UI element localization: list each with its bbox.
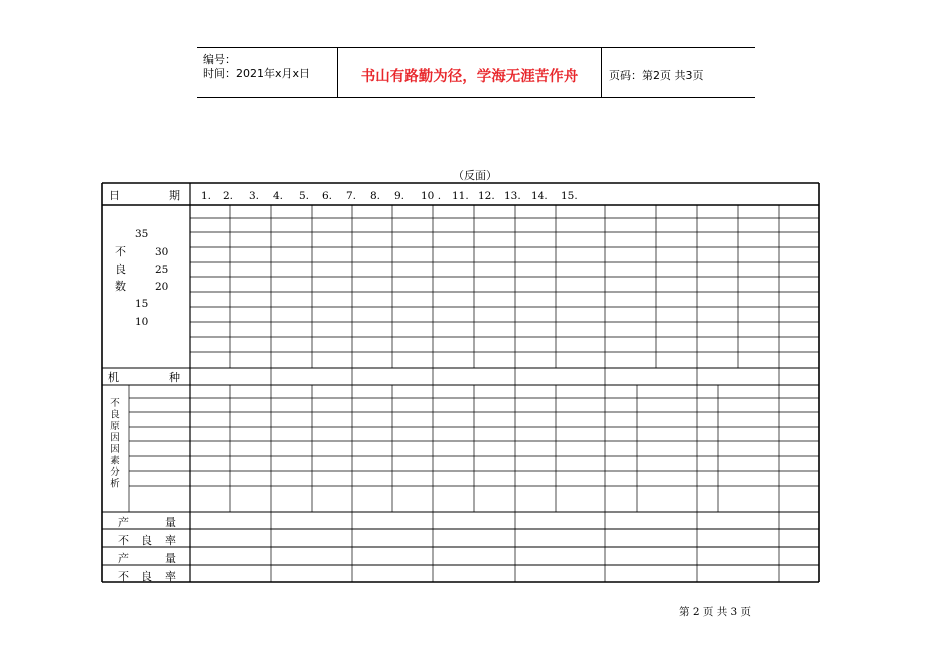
y-axis-tick-label: 25	[155, 264, 169, 276]
output-label-char: 产	[118, 516, 129, 529]
number-label: 编号：	[203, 53, 236, 66]
defect-count-label-char: 不	[115, 245, 126, 258]
cause-label-char: 良	[110, 409, 120, 421]
output-label-char: 产	[118, 552, 129, 565]
model-label-char: 机	[108, 371, 119, 384]
model-label-char: 种	[169, 371, 180, 384]
defect-rate-label-char: 率	[165, 570, 176, 583]
date-column-label: 1.	[201, 190, 212, 202]
date-label-char: 期	[169, 189, 180, 202]
y-axis-tick-label: 30	[155, 246, 169, 258]
output-label-char: 量	[165, 552, 176, 565]
page-label: 页码：第2页 共3页	[609, 69, 704, 82]
date-column-label: 11.	[452, 190, 469, 202]
motto: 书山有路勤为径，学海无涯苦作舟	[360, 69, 579, 85]
cause-label-char: 素	[110, 455, 120, 467]
date-column-label: 8.	[370, 190, 381, 202]
date-column-label: 13.	[504, 190, 521, 202]
date-column-label: 12.	[478, 190, 495, 202]
defect-rate-label-char: 率	[165, 534, 176, 547]
date-column-label: 3.	[249, 190, 260, 202]
defect-rate-label-char: 不	[118, 534, 129, 547]
defect-count-label-char: 良	[115, 263, 126, 276]
output-label-char: 量	[165, 516, 176, 529]
cause-label-char: 分	[110, 467, 120, 478]
y-axis-tick-label: 10	[135, 316, 149, 328]
cause-label-char: 原	[110, 421, 120, 432]
defect-rate-label-char: 不	[118, 570, 129, 583]
date-column-label: 5.	[299, 190, 310, 202]
date-column-label: 2.	[223, 190, 234, 202]
date-column-label: 4.	[273, 190, 284, 202]
date-label-char: 日	[109, 189, 120, 202]
y-axis-tick-label: 20	[155, 281, 169, 293]
date-column-label: 15.	[561, 190, 578, 202]
cause-label-char: 析	[110, 478, 120, 490]
date-column-label: 7.	[346, 190, 357, 202]
date-column-label: 6.	[322, 190, 333, 202]
date-column-label: 10 .	[421, 190, 442, 202]
defect-rate-label-char: 良	[141, 570, 152, 583]
defect-count-label-char: 数	[115, 280, 126, 293]
form-caption: （反面）	[453, 169, 497, 182]
y-axis-tick-label: 35	[135, 228, 149, 240]
date-column-label: 9.	[394, 190, 405, 202]
date-column-label: 14.	[531, 190, 548, 202]
defect-rate-label-char: 良	[141, 534, 152, 547]
cause-label-char: 不	[110, 398, 120, 409]
time-label: 时间：2021年x月x日	[203, 67, 311, 80]
cause-label-char: 因	[110, 444, 120, 455]
y-axis-tick-label: 15	[135, 298, 149, 310]
page-footer: 第 2 页 共 3 页	[679, 606, 752, 618]
cause-label-char: 因	[110, 432, 120, 444]
